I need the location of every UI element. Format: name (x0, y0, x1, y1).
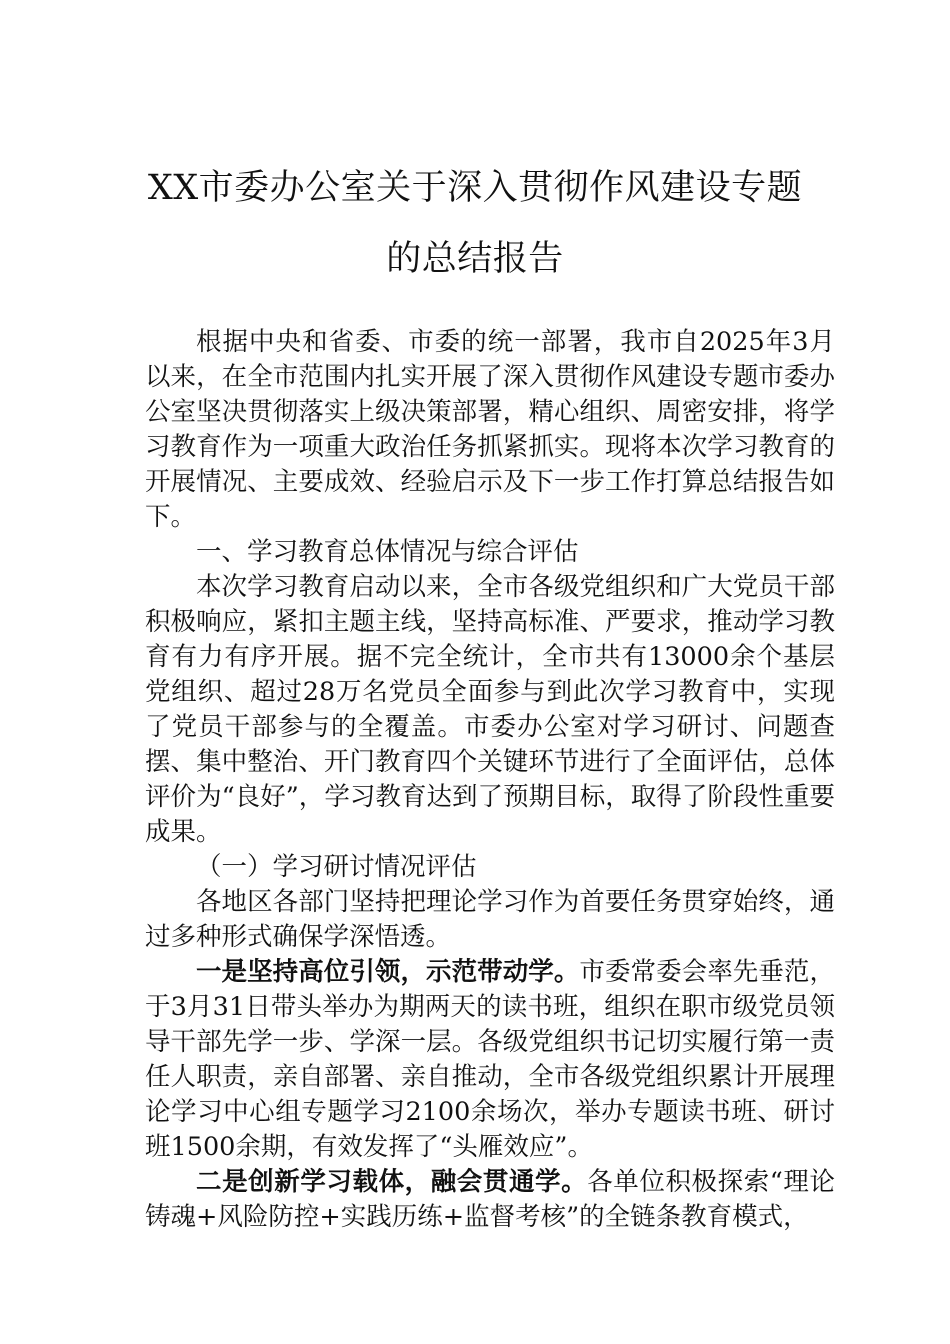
paragraph-point-2 (145, 1165, 835, 1235)
document-body (145, 325, 835, 1235)
section-heading-1: 一、学习教育总体情况与综合评估 (196, 537, 579, 567)
paragraph-intro: 根据中央和省委、市委的统一部署，我市自2025年3月以来，在全市范围内扎实开展了深入贯彻作风建设专题市委办公室坚决贯彻落实上级决策部署，精心组织、周密安排，将学习教育作为一项重大政治任务抓紧抓实。现将本次学习教育的开展情况、主要成效、经验启示及下一步工作打算总结报告如下。 (145, 327, 835, 532)
point-1-lead: 一是坚持高位引领，示范带动学。 (196, 957, 580, 987)
point-2-body: 各单位积极探索“理论铸魂+风险防控+实践历练+监督考核”的全链条教育模式， (145, 1167, 835, 1232)
point-1-body: 市委常委会率先垂范，于3月31日带头举办为期两天的读书班，组织在职市级党员领导干部先学一步、学深一层。各级党组织书记切实履行第一责任人职责，亲自部署、亲自推动，全市各级党组织累计开展理论学习中心组专题学习2100余场次，举办专题读书班、研讨班1500余期，有效发挥了“头雁效应”。 (145, 957, 835, 1162)
document-title-line2: 的总结报告 (386, 239, 564, 279)
paragraph-point-1 (145, 955, 835, 1165)
document-title-line1: XX市委办公室关于深入贯彻作风建设专题 (147, 168, 803, 208)
paragraph-study-summary: 各地区各部门坚持把理论学习作为首要任务贯穿始终，通过多种形式确保学深悟透。 (145, 887, 835, 952)
paragraph-overview: 本次学习教育启动以来，全市各级党组织和广大党员干部积极响应，紧扣主题主线，坚持高标准、严要求，推动学习教育有力有序开展。据不完全统计，全市共有13000余个基层党组织、超过28万名党员全面参与到此次学习教育中，实现了党员干部参与的全覆盖。市委办公室对学习研讨、问题查摆、集中整治、开门教育四个关键环节进行了全面评估，总体评价为“良好”，学习教育达到了预期目标，取得了阶段性重要成果。 (145, 572, 835, 847)
subsection-heading-1: （一）学习研讨情况评估 (196, 852, 477, 882)
point-2-lead: 二是创新学习载体，融会贯通学。 (196, 1167, 588, 1197)
